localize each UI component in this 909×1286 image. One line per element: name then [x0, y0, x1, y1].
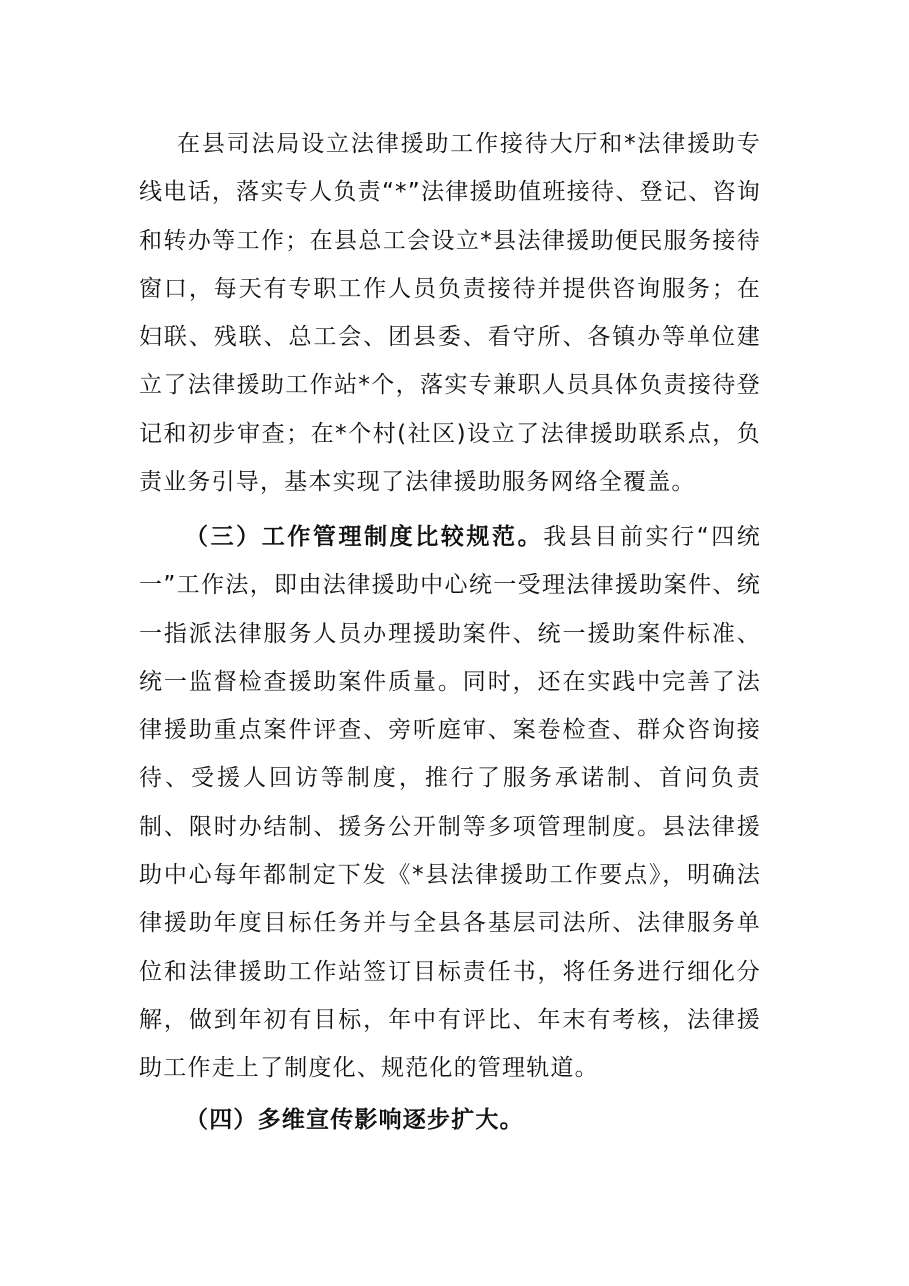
- paragraph-body: 我县目前实行“四统一”工作法，即由法律援助中心统一受理法律援助案件、统一指派法律服务人员办理援助案件、统一援助案件标准、统一监督检查援助案件质量。同时，还在实践中完善了法律援助重点案件评查、旁听庭审、案卷检查、群众咨询接待、受援人回访等制度，推行了服务承诺制、首问负责制、限时办结制、援务公开制等多项管理制度。县法律援助中心每年都制定下发《*县法律援助工作要点》，明确法律援助年度目标任务并与全县各基层司法所、法律服务单位和法律援助工作站签订目标责任书，将任务进行细化分解，做到年初有目标，年中有评比、年末有考核，法律援助工作走上了制度化、规范化的管理轨道。: [139, 524, 761, 1082]
- section-heading-3: （三）工作管理制度比较规范。: [185, 524, 544, 550]
- paragraph-legal-aid-network: [139, 120, 761, 506]
- paragraph-body: 在县司法局设立法律援助工作接待大厅和*法律援助专线电话，落实专人负责“*”法律援助值班接待、登记、咨询和转办等工作；在县总工会设立*县法律援助便民服务接待窗口，每天有专职工作人员负责接待并提供咨询服务；在妇联、残联、总工会、团县委、看守所、各镇办等单位建立了法律援助工作站*个，落实专兼职人员具体负责接待登记和初步审查；在*个村(社区)设立了法律援助联系点，负责业务引导，基本实现了法律援助服务网络全覆盖。: [139, 131, 761, 496]
- paragraph-management-system: [139, 513, 761, 1093]
- section-heading-4: （四）多维宣传影响逐步扩大。: [185, 1107, 524, 1133]
